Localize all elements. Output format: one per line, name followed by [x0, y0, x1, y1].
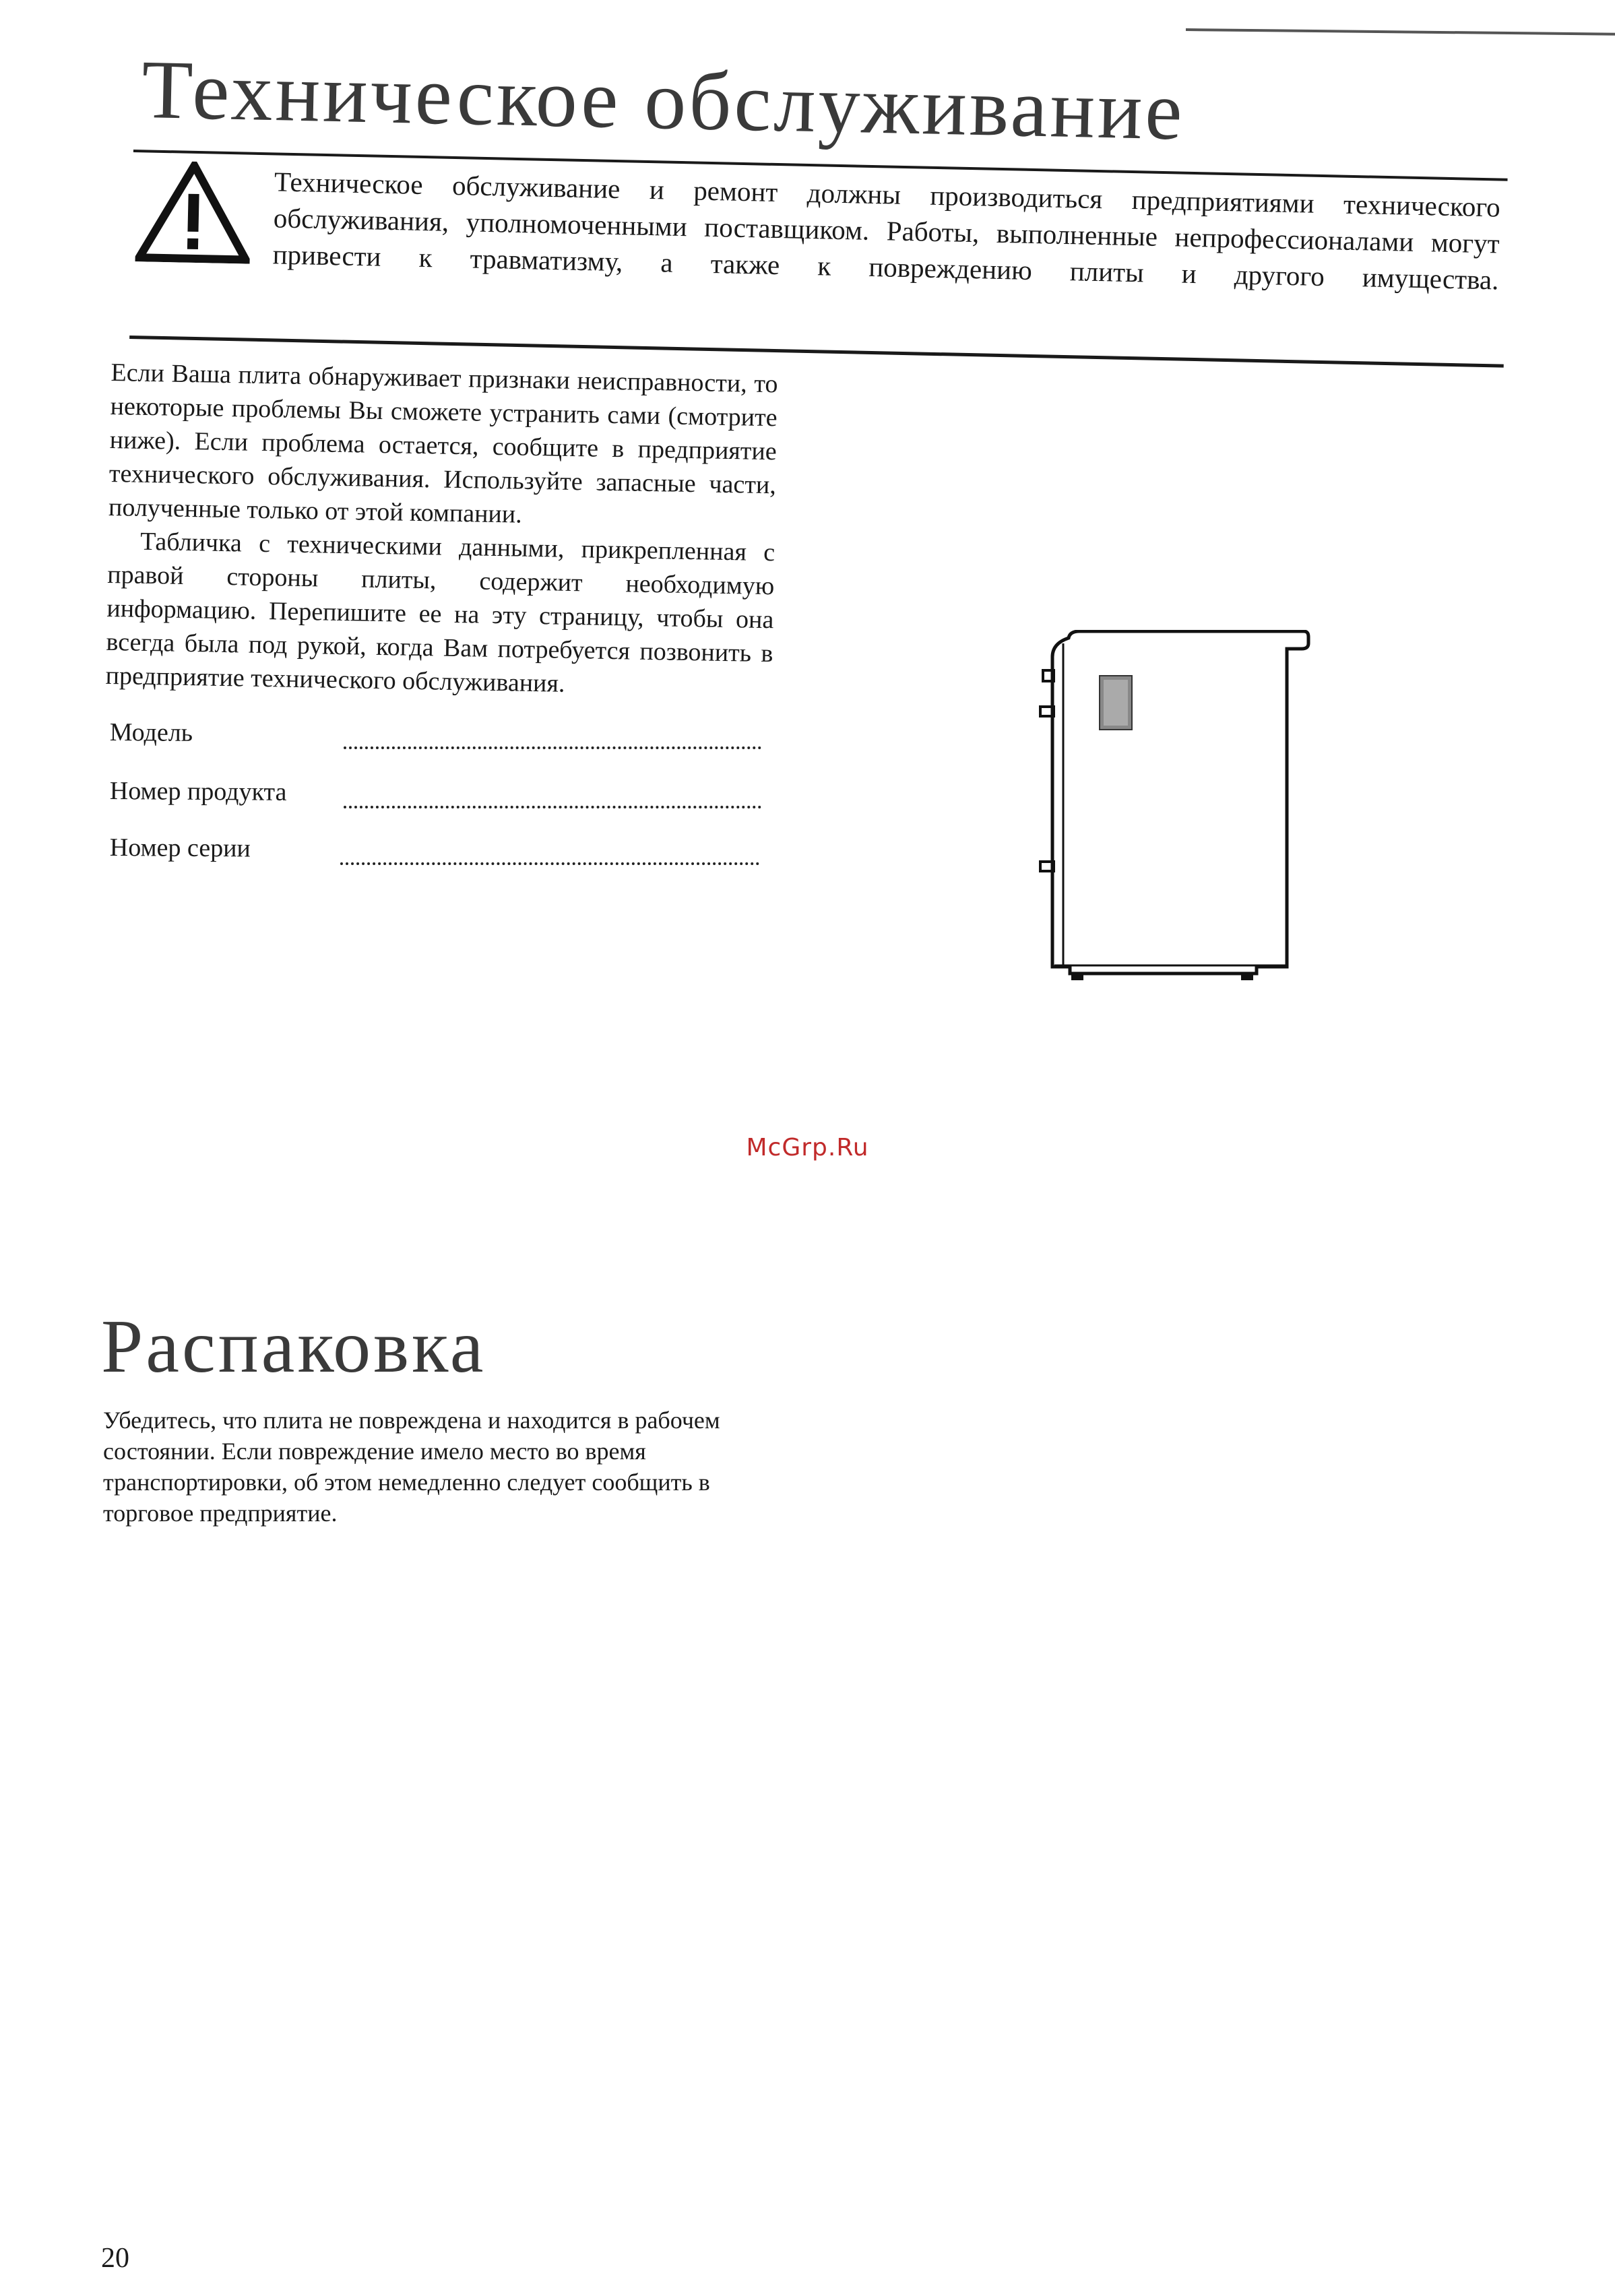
field-line-product-number[interactable]	[344, 806, 761, 808]
field-line-model[interactable]	[344, 746, 761, 749]
section-title-unpacking: Распаковка	[101, 1305, 486, 1389]
service-paragraph-2: Табличка с техническими данными, прикрепленная с правой стороны плиты, содержит необходимую информацию. Перепишите ее на эту страницу, чтобы она всегда была под рукой, когда Вам потребуется позвонить в предприятие технического обслуживания.	[105, 527, 775, 698]
warning-text: Техническое обслуживание и ремонт должны производиться предприятиями технического обслуживания, уполномоченными поставщиком. Работы, выполненные непрофессионалами могут привести к травматизму, а также к повреждению плиты и другого имущества.	[272, 166, 1501, 296]
warning-block	[129, 150, 1507, 367]
field-label-product-number: Номер продукта	[109, 777, 287, 806]
scan-line	[1186, 28, 1615, 36]
field-line-serial-number[interactable]	[340, 862, 759, 865]
watermark: McGrp.Ru	[746, 1134, 869, 1161]
unpacking-text: Убедитесь, что плита не повреждена и находится в рабочем состоянии. Если повреждение имело место во время транспортировки, об этом немедленно следует сообщить в торговое предприятие.	[103, 1407, 720, 1527]
page-number: 20	[101, 2243, 129, 2274]
section-title-service: Техническое обслуживание	[141, 42, 1186, 158]
field-label-model: Модель	[109, 718, 193, 747]
service-paragraph-1: Если Ваша плита обнаруживает признаки неисправности, то некоторые проблемы Вы сможете устранить сами (смотрите ниже). Если проблема остается, сообщите в предприятие технического обслуживания. Используйте запасные части, полученные только от этой компании.	[108, 358, 778, 529]
warning-triangle-icon	[135, 160, 252, 264]
stove-side-illustration	[1031, 630, 1327, 1017]
service-body	[105, 356, 778, 704]
field-label-serial-number: Номер серии	[109, 833, 251, 863]
